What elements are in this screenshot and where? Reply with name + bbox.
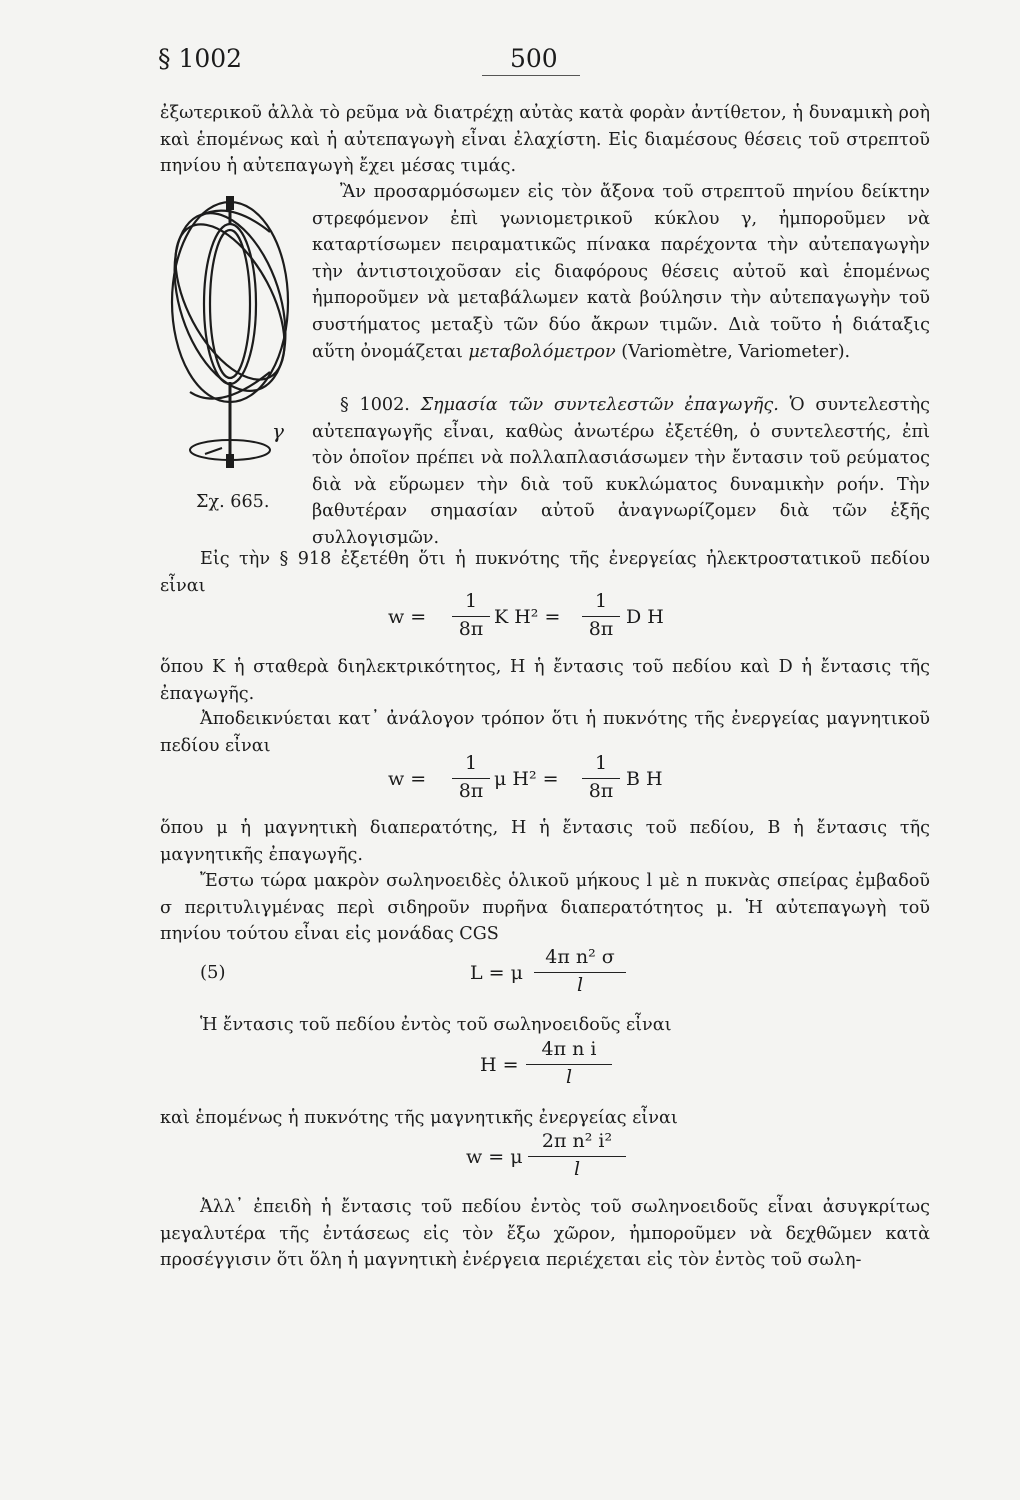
eq2-numerator-1: 1	[464, 752, 478, 774]
section-number: § 1002.	[340, 395, 410, 415]
figure-caption: Σχ. 665.	[196, 492, 270, 512]
eq4-denominator: l	[565, 1066, 573, 1088]
eq2-rhs: B H	[626, 768, 663, 790]
figure-label-gamma: γ	[272, 419, 284, 443]
eq1-numerator-1: 1	[464, 590, 478, 612]
eq2-fraction-bar-2	[582, 778, 620, 779]
paragraph-3-text: Ὁ συντελεστὴς αὐτεπαγωγῆς εἶναι, καθὼς ἀνωτέρω ἐξετέθη, ὁ συντελεστής, ἐπὶ τὸν ὁποῖον πρέπει νὰ πολλαπλασιάσωμεν τὴν ἔντασιν τοῦ ρεύματος διὰ νὰ εὕρωμεν τὴν διὰ τοῦ κυκλώματος δυναμικὴν ροήν. Τὴν βαθυτέραν σημασίαν αὐτοῦ ἀναγνωρίζομεν διὰ τῶν ἑξῆς συλλογισμῶν.	[312, 395, 930, 548]
section-title: Σημασία τῶν συντελεστῶν ἐπαγωγῆς.	[420, 395, 779, 415]
eq1-rhs: D H	[626, 606, 664, 628]
eq2-lhs: w =	[388, 768, 427, 790]
paragraph-7: ὅπου μ ἡ μαγνητικὴ διαπερατότης, Η ἡ ἔντασις τοῦ πεδίου, Β ἡ ἔντασις τῆς μαγνητικῆς ἐπαγωγῆς.	[160, 818, 930, 865]
eq1-middle: K H² =	[494, 606, 561, 628]
eq4-fraction-bar	[526, 1064, 612, 1065]
equation-electrostatic-energy	[388, 590, 708, 644]
equation-magnetic-energy	[388, 752, 708, 806]
eq5-fraction-bar	[528, 1156, 626, 1157]
equation-field-intensity	[480, 1038, 640, 1088]
equation-self-inductance	[470, 946, 670, 996]
paragraph-2	[312, 179, 930, 365]
eq2-numerator-2: 1	[594, 752, 608, 774]
eq2-denominator-2: 8π	[588, 780, 614, 802]
eq1-numerator-2: 1	[594, 590, 608, 612]
eq4-numerator: 4π n i	[541, 1038, 597, 1060]
eq2-middle: μ H² =	[494, 768, 559, 790]
eq2-fraction-bar-1	[452, 778, 490, 779]
eq3-fraction-bar	[534, 972, 626, 973]
term-variometer: μεταβολόμετρον	[468, 341, 616, 362]
eq1-denominator-1: 8π	[458, 618, 484, 640]
header-section: § 1002	[158, 44, 243, 73]
eq1-fraction-bar-2	[582, 616, 620, 617]
paragraph-1: ἐξωτερικοῦ ἀλλὰ τὸ ρεῦμα νὰ διατρέχῃ αὐτὰς κατὰ φορὰν ἀντίθετον, ἡ δυναμικὴ ροὴ καὶ ἑπομένως καὶ ἡ αὐτεπαγωγὴ εἶναι ἐλαχίστη. Εἰς διαμέσους θέσεις τοῦ στρεπτοῦ πηνίου ἡ αὐτεπαγωγὴ ἔχει μέσας τιμάς.	[160, 103, 930, 177]
paragraph-2-end: (Variomètre, Variometer).	[621, 341, 851, 362]
paragraph-11: Ἀλλ᾽ ἐπειδὴ ἡ ἔντασις τοῦ πεδίου ἐντὸς τοῦ σωληνοειδοῦς εἶναι ἀσυγκρίτως μεγαλυτέρα τῆς ἐντάσεως εἰς τὸν ἔξω χῶρον, ἠμποροῦμεν νὰ δεχθῶμεν κατὰ προσέγγισιν ὅτι ὅλη ἡ μαγνητικὴ ἐνέργεια περιέχεται εἰς τὸν ἐντὸς τοῦ σωλη-	[160, 1197, 930, 1271]
eq1-fraction-bar-1	[452, 616, 490, 617]
eq3-denominator: l	[576, 974, 584, 996]
equation-energy-density	[466, 1130, 646, 1180]
paragraph-2-text: Ἂν προσαρμόσωμεν εἰς τὸν ἄξονα τοῦ στρεπτοῦ πηνίου δείκτην στρεφόμενον ἐπὶ γωνιομετρικοῦ κύκλου γ, ἠμποροῦμεν νὰ καταρτίσωμεν πειραματικῶς πίνακα παρέχοντα τὴν αὐτεπαγωγὴν τὴν ἀντιστοιχοῦσαν εἰς διαφόρους θέσεις αὐτοῦ καὶ ἑπομένως ἠμποροῦμεν νὰ μεταβάλωμεν κατὰ βούλησιν τὴν αὐτεπαγωγὴν τοῦ συστήματος μεταξὺ τῶν δύο ἄκρων τιμῶν. Διὰ τοῦτο ἡ διάταξις αὕτη ὀνομάζεται	[312, 182, 930, 362]
eq3-lhs: L = μ	[470, 962, 523, 984]
eq1-denominator-2: 8π	[588, 618, 614, 640]
eq5-denominator: l	[573, 1158, 581, 1180]
paragraph-5: ὅπου Κ ἡ σταθερὰ διηλεκτρικότητος, Η ἡ ἔντασις τοῦ πεδίου καὶ D ἡ ἔντασις τῆς ἐπαγωγῆς.	[160, 657, 930, 704]
header-rule	[482, 75, 580, 76]
paragraph-9: Ἡ ἔντασις τοῦ πεδίου ἐντὸς τοῦ σωληνοειδοῦς εἶναι	[200, 1015, 672, 1035]
eq5-numerator: 2π n² i²	[541, 1130, 613, 1152]
paragraph-10: καὶ ἑπομένως ἡ πυκνότης τῆς μαγνητικῆς ἐνεργείας εἶναι	[160, 1108, 678, 1128]
paragraph-3	[312, 392, 930, 552]
eq4-lhs: H =	[480, 1054, 519, 1076]
paragraph-8: Ἔστω τώρα μακρὸν σωληνοειδὲς ὁλικοῦ μήκους l μὲ n πυκνὰς σπείρας ἐμβαδοῦ σ περιτυλιγμένας περὶ σιδηροῦν πυρῆνα διαπερατότητος μ. Ἡ αὐτεπαγωγὴ τοῦ πηνίου τούτου εἶναι εἰς μονάδας CGS	[160, 871, 930, 945]
eq1-lhs: w =	[388, 606, 427, 628]
equation-number: (5)	[200, 962, 226, 983]
paragraph-6: Ἀποδεικνύεται κατ᾽ ἀνάλογον τρόπον ὅτι ἡ πυκνότης τῆς ἐνεργείας μαγνητικοῦ πεδίου εἶναι	[160, 709, 930, 756]
paragraph-4: Εἰς τὴν § 918 ἐξετέθη ὅτι ἡ πυκνότης τῆς ἐνεργείας ἠλεκτροστατικοῦ πεδίου εἶναι	[160, 549, 930, 596]
variometer-figure	[160, 192, 308, 492]
eq2-denominator-1: 8π	[458, 780, 484, 802]
eq3-numerator: 4π n² σ	[545, 946, 615, 968]
page-number: 500	[510, 44, 558, 73]
eq5-lhs: w = μ	[466, 1146, 523, 1168]
